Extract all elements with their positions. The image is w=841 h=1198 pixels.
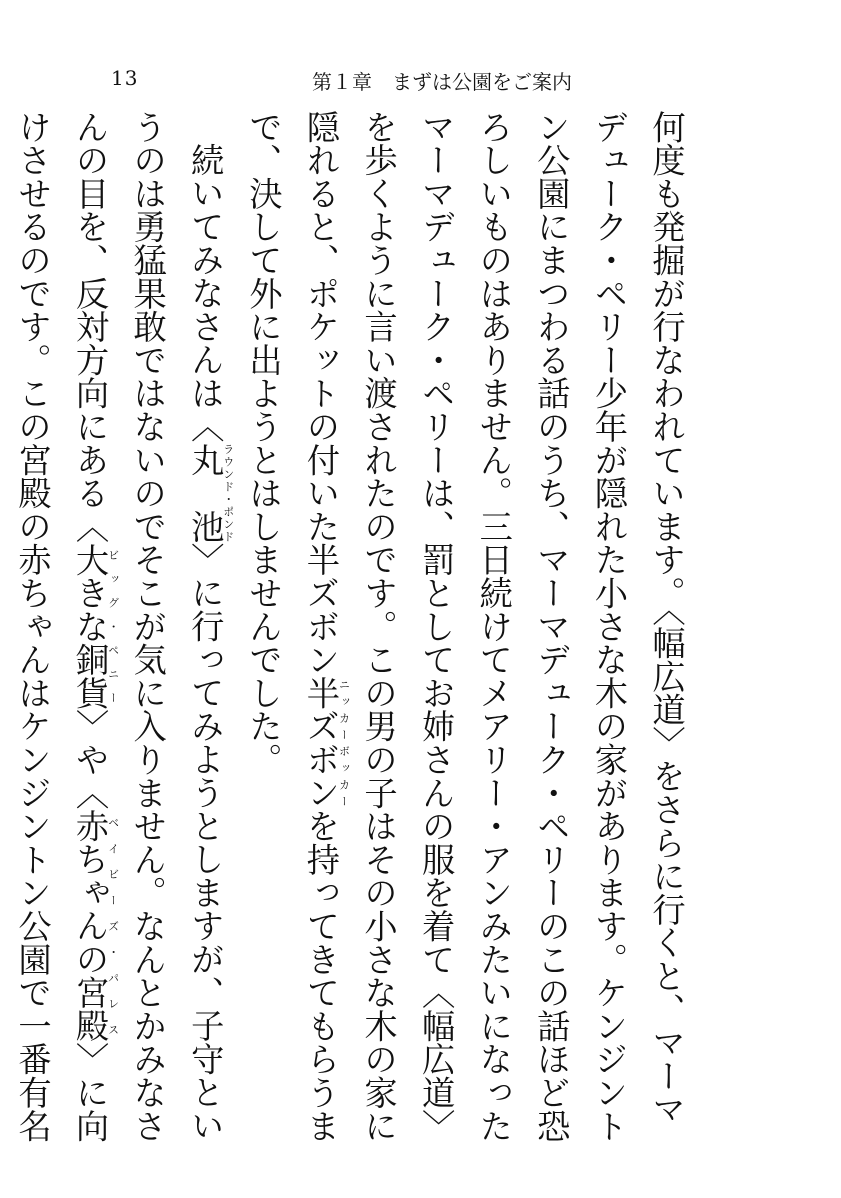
page-header [0,66,841,96]
text-span: 〉に向けさせるのです。この宮殿の赤ちゃんはケンジントン公園で一番有名 [12,110,110,1143]
body-text [0,110,695,1150]
ruby-base: 半ズボン [301,676,341,810]
page-number: 13 [111,66,139,90]
text-span: 〉に行ってみようとしますが、子守というのは勇猛果敢ではないのでそこが気に入りません。なんとかみなさんの目を、反対方向にある〈 [70,110,225,1143]
chapter-title: 第１章 まずは公園をご案内 [312,70,572,94]
ruby-base: 赤ちゃんの宮殿 [70,809,110,1043]
ruby-base: 大きな銅貨 [70,542,110,710]
text-span: を持ってきてもらうまで、決して外に出ようとはしませんでした。 [243,110,341,1143]
ruby-annotation [301,676,351,810]
paragraph-1 [234,110,695,1150]
ruby-annotation [70,809,120,1043]
ruby-reading: ニッカーボッカー [337,676,351,810]
paragraph-2 [0,110,234,1150]
text-span: 〉や〈 [70,709,110,810]
ruby-reading: ビッグ・ペニー [106,542,120,710]
ruby-annotation [70,542,120,710]
text-span: 続いてみなさんは〈 [185,143,225,443]
ruby-annotation [185,443,235,543]
ruby-reading: ベイビーズ・パレス [106,809,120,1043]
ruby-base: 丸 池 [185,443,225,543]
ruby-reading: ラウンド・ポンド [221,443,235,543]
text-span: 何度も発掘が行なわれています。〈幅広道〉をさらに行くと、マーマデューク・ペリー少年が隠れた小さな木の家があります。ケンジントン公園にまつわる話のうち、マーマデューク・ペリーのこの話ほど恐ろしいものはありません。三日続けてメアリー・アンみたいになったマーマデューク・ペリーは、罰としてお姉さんの服を着て〈幅広道〉を歩くように言い渡されたのです。この男の子はその小さな木の家に隠れると、ポケットの付いた半ズボン [301,110,686,1143]
